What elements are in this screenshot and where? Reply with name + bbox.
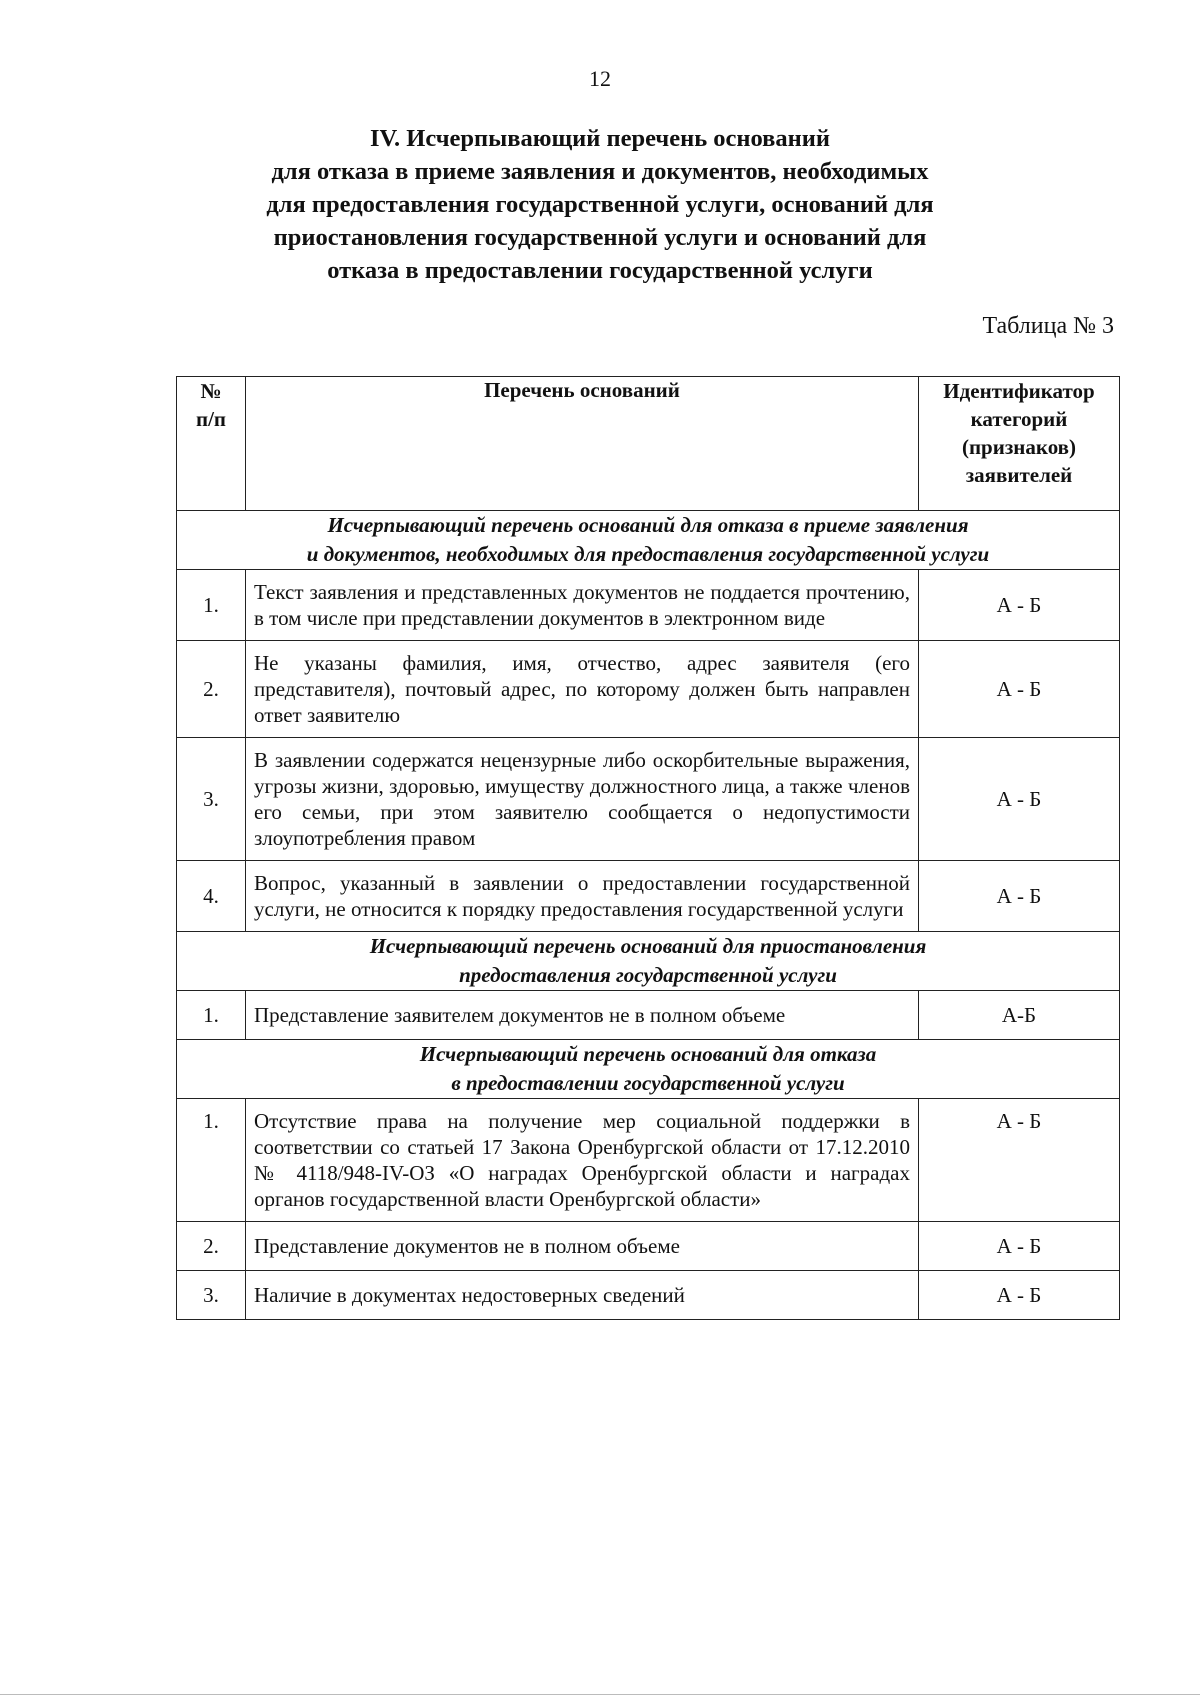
header-identifier-line: заявителей xyxy=(965,463,1073,487)
group-heading-line: Исчерпывающий перечень оснований для отказа в приеме заявления xyxy=(327,513,969,537)
row-identifier: А - Б xyxy=(919,738,1120,861)
row-text: Наличие в документах недостоверных сведений xyxy=(246,1271,919,1320)
row-number: 3. xyxy=(177,738,246,861)
row-number: 2. xyxy=(177,1222,246,1271)
row-number: 2. xyxy=(177,641,246,738)
row-identifier: А-Б xyxy=(919,991,1120,1040)
scan-edge-bottom xyxy=(0,1694,1200,1695)
group-heading xyxy=(177,511,1120,570)
header-identifier-line: (признаков) xyxy=(961,435,1077,459)
group-heading-line: и документов, необходимых для предоставления государственной услуги xyxy=(306,542,990,566)
row-identifier: А - Б xyxy=(919,641,1120,738)
group-heading xyxy=(177,932,1120,991)
row-identifier: А - Б xyxy=(919,1099,1120,1222)
group-heading-line: Исчерпывающий перечень оснований для отказа xyxy=(419,1042,877,1066)
row-number: 3. xyxy=(177,1271,246,1320)
table-header-row xyxy=(177,377,1120,511)
table-row xyxy=(177,1099,1120,1222)
row-text: Представление документов не в полном объеме xyxy=(246,1222,919,1271)
row-number: 1. xyxy=(177,570,246,641)
page-number: 12 xyxy=(589,66,611,91)
section-title-line: для предоставления государственной услуги, оснований для xyxy=(266,191,934,218)
row-text: Текст заявления и представленных документов не поддается прочтению, в том числе при представлении документов в электронном виде xyxy=(246,570,919,641)
row-text: В заявлении содержатся нецензурные либо оскорбительные выражения, угрозы жизни, здоровью, имуществу должностного лица, а также членов его семьи, при этом заявителю сообщается о недопустимости злоупотребления правом xyxy=(246,738,919,861)
row-text: Вопрос, указанный в заявлении о предоставлении государственной услуги, не относится к порядку предоставления государственной услуги xyxy=(246,861,919,932)
table-row xyxy=(177,861,1120,932)
section-title xyxy=(200,122,1000,287)
section-title-line: для отказа в приеме заявления и документов, необходимых xyxy=(271,158,929,185)
table-caption: Таблица № 3 xyxy=(982,313,1114,339)
row-number: 4. xyxy=(177,861,246,932)
table-row xyxy=(177,1222,1120,1271)
header-number xyxy=(177,377,246,511)
row-identifier: А - Б xyxy=(919,570,1120,641)
group-heading-line: Исчерпывающий перечень оснований для приостановления xyxy=(369,934,927,958)
table-row xyxy=(177,991,1120,1040)
table-row xyxy=(177,738,1120,861)
row-text: Не указаны фамилия, имя, отчество, адрес заявителя (его представителя), почтовый адрес, по которому должен быть направлен ответ заявителю xyxy=(246,641,919,738)
group-heading-row xyxy=(177,932,1120,991)
group-heading-line: предоставления государственной услуги xyxy=(459,963,837,987)
section-title-line: IV. Исчерпывающий перечень оснований xyxy=(369,125,831,152)
group-heading-row xyxy=(177,511,1120,570)
table-row xyxy=(177,641,1120,738)
header-number-line: № xyxy=(200,379,222,403)
section-title-line: приостановления государственной услуги и оснований для xyxy=(273,224,927,251)
table-row xyxy=(177,570,1120,641)
row-text: Отсутствие права на получение мер социальной поддержки в соответствии со статьей 17 Закона Оренбургской области от 17.12.2010 № 4118/948-IV-ОЗ «О наградах Оренбургской области и наградах органов государственной власти Оренбургской области» xyxy=(246,1099,919,1222)
row-number: 1. xyxy=(177,991,246,1040)
table-row xyxy=(177,1271,1120,1320)
header-identifier xyxy=(919,377,1120,511)
section-title-line: отказа в предоставлении государственной услуги xyxy=(327,257,873,284)
row-identifier: А - Б xyxy=(919,861,1120,932)
row-identifier: А - Б xyxy=(919,1271,1120,1320)
group-heading-row xyxy=(177,1040,1120,1099)
group-heading xyxy=(177,1040,1120,1099)
row-number: 1. xyxy=(177,1099,246,1222)
header-grounds-list: Перечень оснований xyxy=(246,377,919,511)
header-identifier-line: категорий xyxy=(970,407,1068,431)
grounds-table xyxy=(176,376,1120,1320)
group-heading-line: в предоставлении государственной услуги xyxy=(451,1071,845,1095)
header-identifier-line: Идентификатор xyxy=(943,379,1095,403)
header-number-line: п/п xyxy=(195,407,227,431)
row-text: Представление заявителем документов не в полном объеме xyxy=(246,991,919,1040)
row-identifier: А - Б xyxy=(919,1222,1120,1271)
